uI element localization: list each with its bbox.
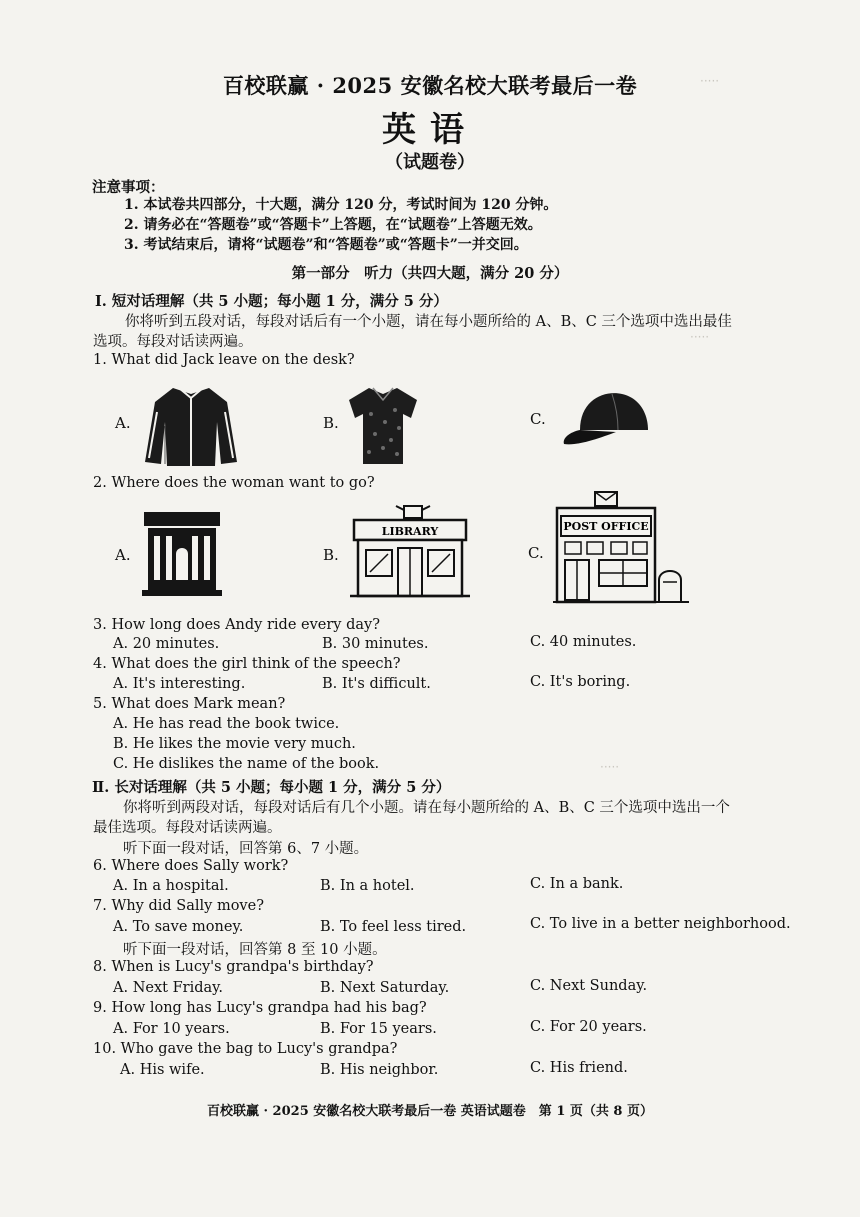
notes-heading: 注意事项：: [92, 179, 165, 196]
note-item: 2. 请务必在“答题卷”或“答题卡”上答题，在“试题卷”上答题无效。: [124, 217, 542, 233]
section-instruction: 选项。每段对话读两遍。: [93, 334, 253, 350]
option-a: A. Next Friday.: [113, 980, 224, 996]
library-sign: LIBRARY: [381, 525, 439, 538]
question-4: 4. What does the girl think of the speech?: [93, 656, 401, 672]
question-8: 8. When is Lucy's grandpa's birthday?: [93, 959, 374, 975]
option-c: C. He dislikes the name of the book.: [113, 756, 380, 772]
option-label: C.: [528, 544, 544, 562]
question-3: 3. How long does Andy ride every day?: [93, 617, 380, 633]
bleed-through-text: ·····: [600, 760, 620, 774]
subject-title: 英语: [382, 110, 478, 150]
option-c: C. Next Sunday.: [530, 978, 648, 994]
option-a: A. It's interesting.: [113, 676, 246, 692]
question-5: 5. What does Mark mean?: [93, 696, 286, 712]
option-c: C. His friend.: [530, 1060, 628, 1076]
note-item: 3. 考试结束后，请将“试题卷”和“答题卷”或“答题卡”一并交回。: [124, 237, 528, 253]
option-a: A. He has read the book twice.: [113, 716, 340, 732]
part-heading: 第一部分 听力（共四大题，满分 20 分）: [291, 265, 569, 282]
post-office-sign: POST OFFICE: [563, 520, 649, 533]
library-icon: [348, 504, 472, 600]
option-label: C.: [530, 410, 546, 428]
section-instruction: 最佳选项。每段对话读两遍。: [93, 820, 282, 836]
exam-title: 百校联赢 · 2025 安徽名校大联考最后一卷: [222, 73, 638, 98]
section-instruction: 你将听到五段对话，每段对话后有一个小题，请在每小题所给的 A、B、C 三个选项中选出最佳: [125, 314, 732, 330]
option-b: B. Next Saturday.: [320, 980, 450, 996]
question-10: 10. Who gave the bag to Lucy's grandpa?: [93, 1041, 398, 1057]
note-item: 1. 本试卷共四部分，十大题，满分 120 分，考试时间为 120 分钟。: [124, 197, 558, 213]
question-9: 9. How long has Lucy's grandpa had his bag?: [93, 1000, 427, 1016]
bleed-through-text: ·····: [690, 330, 710, 344]
option-a: A. To save money.: [113, 919, 244, 935]
paper-type: （试题卷）: [385, 152, 475, 173]
option-label: A.: [115, 414, 131, 432]
shirt-icon: [345, 384, 421, 466]
option-a: A. 20 minutes.: [113, 636, 220, 652]
option-b: B. To feel less tired.: [320, 919, 467, 935]
section-heading: Ⅰ. 短对话理解（共 5 小题；每小题 1 分，满分 5 分）: [95, 293, 448, 310]
question-2: 2. Where does the woman want to go?: [93, 475, 375, 491]
question-1: 1. What did Jack leave on the desk?: [93, 352, 355, 368]
post-office-icon: [553, 490, 689, 604]
option-label: A.: [115, 546, 131, 564]
bank-icon: [140, 510, 224, 596]
option-a: A. His wife.: [120, 1062, 205, 1078]
page-footer: 百校联赢 · 2025 安徽名校大联考最后一卷 英语试题卷 第 1 页（共 8 页）: [206, 1104, 653, 1119]
option-label: B.: [323, 414, 339, 432]
option-c: C. To live in a better neighborhood.: [530, 916, 791, 932]
option-c: C. For 20 years.: [530, 1019, 647, 1035]
jacket-icon: [143, 382, 239, 468]
section-heading: Ⅱ. 长对话理解（共 5 小题；每小题 1 分，满分 5 分）: [92, 779, 451, 796]
dialog-intro: 听下面一段对话，回答第 6、7 小题。: [123, 841, 369, 857]
option-b: B. His neighbor.: [320, 1062, 439, 1078]
option-c: C. In a bank.: [530, 876, 624, 892]
section-instruction: 你将听到两段对话，每段对话后有几个小题。请在每小题所给的 A、B、C 三个选项中选出一个: [123, 800, 730, 816]
option-b: B. 30 minutes.: [322, 636, 429, 652]
bleed-through-text: ·····: [700, 74, 720, 88]
option-label: B.: [323, 546, 339, 564]
option-a: A. For 10 years.: [113, 1021, 230, 1037]
question-7: 7. Why did Sally move?: [93, 898, 264, 914]
cap-icon: [560, 386, 652, 452]
option-c: C. It's boring.: [530, 674, 631, 690]
option-c: C. 40 minutes.: [530, 634, 637, 650]
option-b: B. He likes the movie very much.: [113, 736, 356, 752]
option-b: B. For 15 years.: [320, 1021, 437, 1037]
option-b: B. In a hotel.: [320, 878, 415, 894]
option-a: A. In a hospital.: [113, 878, 229, 894]
option-b: B. It's difficult.: [322, 676, 431, 692]
dialog-intro: 听下面一段对话，回答第 8 至 10 小题。: [123, 942, 387, 958]
question-6: 6. Where does Sally work?: [93, 858, 289, 874]
